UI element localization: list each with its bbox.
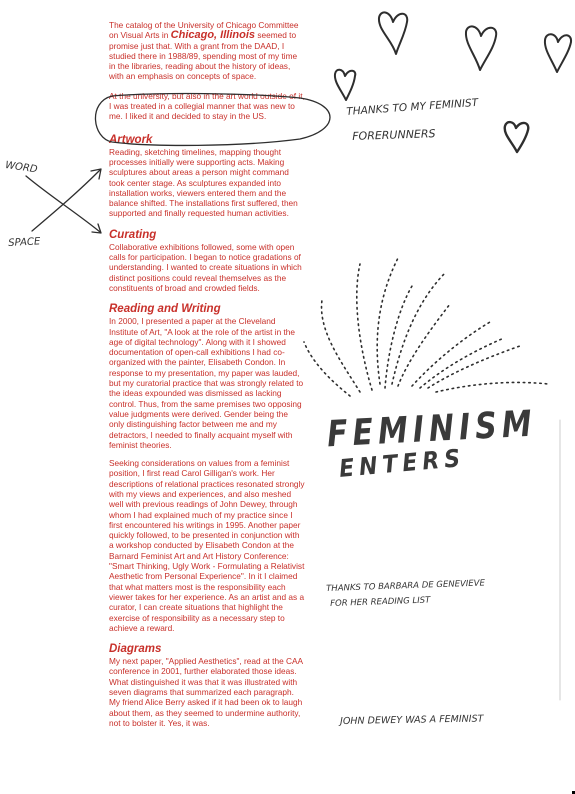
handwriting-dewey: JOHN DEWEY WAS A FEMINIST <box>340 713 484 727</box>
section-paragraph: My next paper, "Applied Aesthetics", read at the CAA conference in 2001, further elaborated those ideas. What distinguished it was that it was illustrated with seven diagrams that summarized each paragraph. My friend Alice Berry asked if it had been ok to laugh about them, as they seemed to undermine authority, not to bolster it. Yes, it was. <box>109 656 303 728</box>
handwriting-thanks-feminist: THANKS TO MY FEMINIST <box>346 96 479 118</box>
city-name: Chicago, Illinois <box>170 29 255 42</box>
section-heading-artwork: Artwork <box>109 133 153 146</box>
enters-title: ENTERS <box>338 444 467 484</box>
handwriting-forerunners: FORERUNNERS <box>352 127 436 143</box>
fountain-spray <box>304 258 548 396</box>
handwriting-space: SPACE <box>8 236 41 249</box>
section-paragraph: Reading, sketching timelines, mapping thought processes initially were supporting acts. Making sculptures about areas a person might command took center stage. As sculptures expanded into installation works, viewers entered them and the balance shifted. The installations first suffered, then supported and finally requested human activities. <box>109 146 298 219</box>
intro-paragraph-2: At the university, but also in the art world outside of it, I was treated in a collegial manner that was new to me. I liked it and decided to stay in the US. <box>109 90 305 122</box>
heart-icon <box>545 34 571 72</box>
space-word-arrow <box>32 170 100 231</box>
section-paragraph: Seeking considerations on values from a feminist position, I first read Carol Gilligan's work. Her descriptions of relational practices resonated strongly with my views and experiences, and also meshed well with previous readings of John Dewey, through whom I had explained much of my practice since I first encountered his writings in 1995. Another paper quickly followed, to be presented in conjunction with a workshop conducted by Elisabeth Condon at the Barnard Feminist Art and Art History Conference: "Smart Thinking, Ugly Work - Formulating a Relativist Aesthetic from Personal Experience". In it I claimed that what matters most is the responsibility each viewer takes for her experience. As an artist and as a curator, I can create situations that highlight the exercise of responsibility as a necessary step to achieve a reward. <box>109 458 305 633</box>
heart-icon <box>379 12 407 54</box>
intro-line-1: The catalog of the University of Chicago Committee on Visual Arts in <box>109 20 299 41</box>
hand-drawn-ellipse <box>95 94 330 146</box>
intro-line-2: seemed to promise just that. With a grant from the DAAD, I studied there in 1988/89, spending most of my time in the libraries, reading about the history of ideas, with an emphasis on concepts of space. <box>109 30 298 82</box>
handwriting-barbara: THANKS TO BARBARA DE GENEVIEVE <box>326 578 486 594</box>
heart-icon <box>505 122 529 152</box>
heart-icon <box>335 70 355 100</box>
section-heading-diagrams: Diagrams <box>109 643 162 656</box>
section-heading-reading-writing: Reading and Writing <box>109 303 221 316</box>
section-paragraph: In 2000, I presented a paper at the Cleveland Institute of Art, "A look at the role of the artist in the age of digital technology". Along with it I showed documentation of open-call exhibitions I had co-organized with the painter, Elisabeth Condon. In response to my presentation, my paper was lauded, but my curatorial practice that was strongly related to the ideas expounded was dismissed as lacking control. Thus, from the same premises two opposing value judgments were derived. Gender being the only distinguishing factor between me and my detractors, I needed to finally acquaint myself with feminist theories. <box>109 316 304 450</box>
handwriting-word: WORD <box>4 160 39 176</box>
heart-icon <box>466 26 496 70</box>
feminism-title: FEMINISM <box>326 403 538 456</box>
section-heading-curating: Curating <box>109 228 157 241</box>
section-paragraph: Collaborative exhibitions followed, some with open calls for participation. I began to notice gradations of understanding. I wanted to create situations in which distinct positions could reveal themselves as the constituents of broad and crowded fields. <box>109 241 302 293</box>
handwriting-reading-list: FOR HER READING LIST <box>330 595 431 609</box>
